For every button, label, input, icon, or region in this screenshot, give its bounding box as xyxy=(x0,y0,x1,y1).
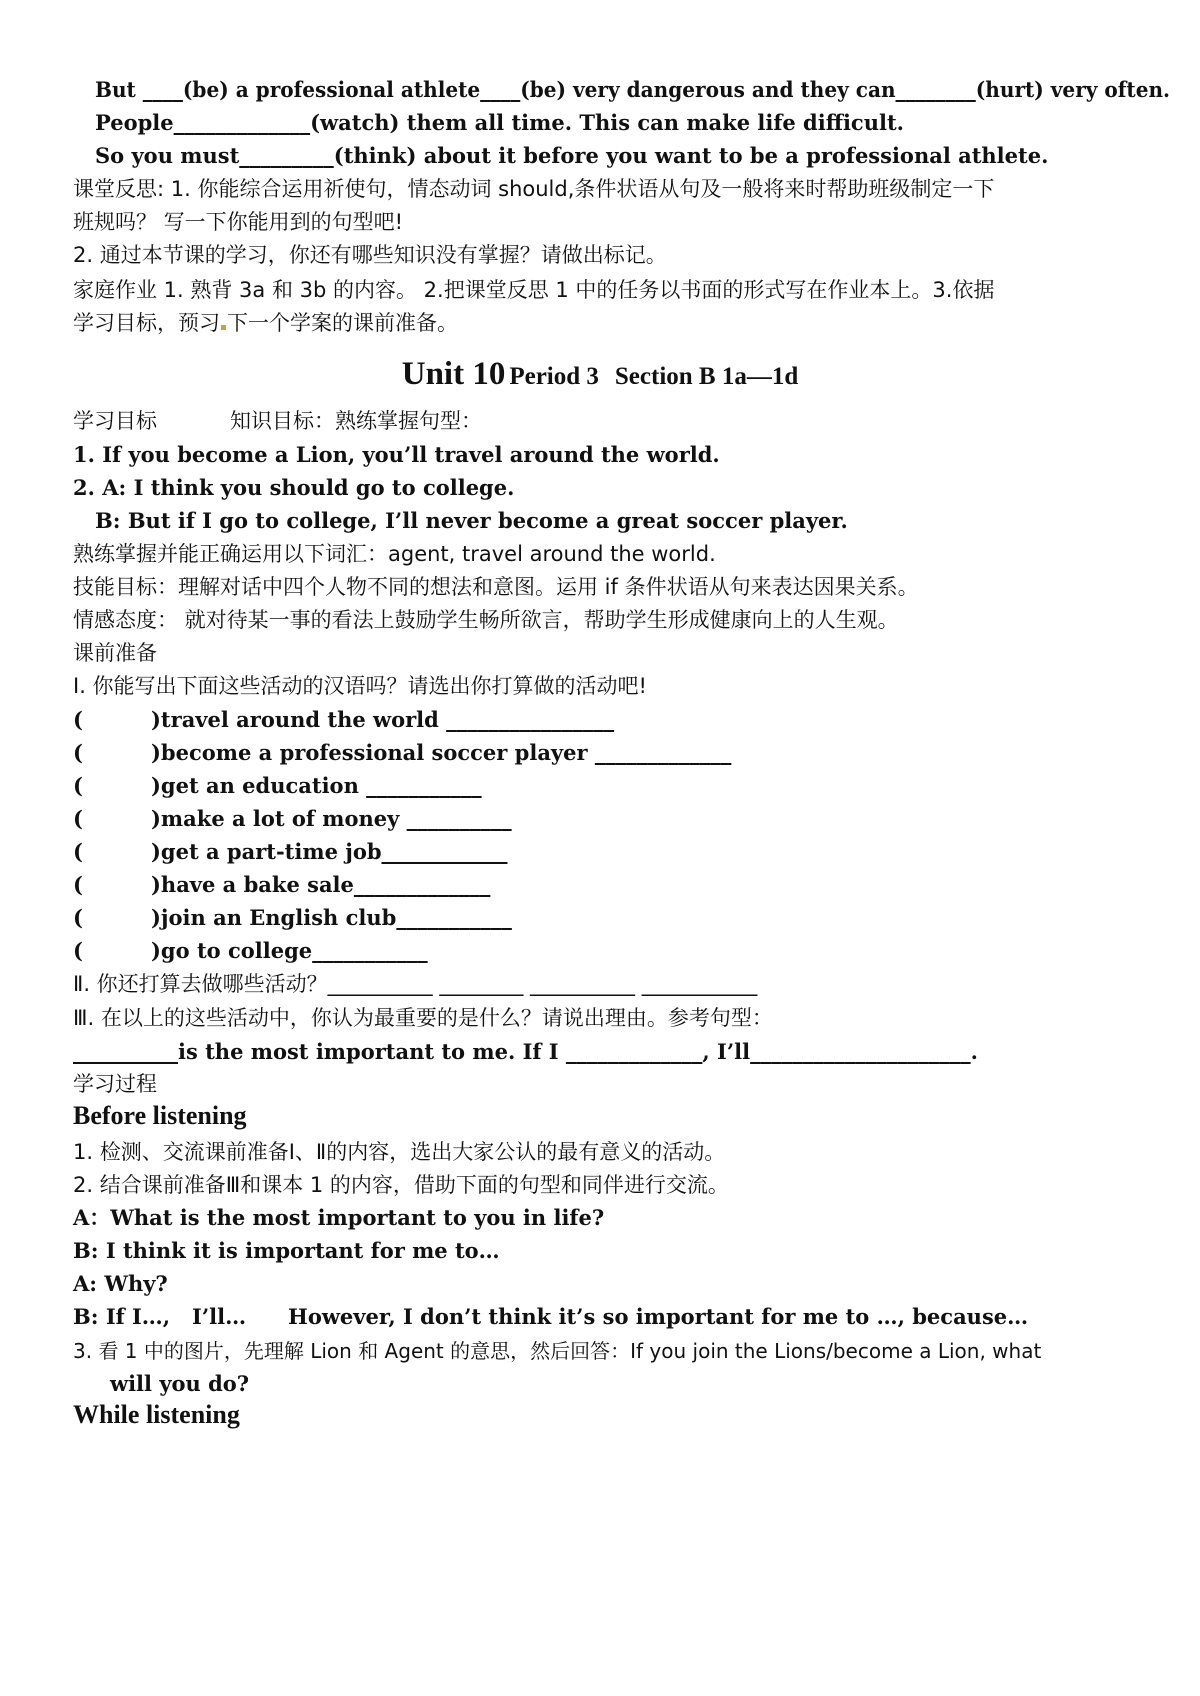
objectives-label: 学习目标 xyxy=(73,409,157,433)
preview-question-3: Ⅲ. 在以上的这些活动中，你认为最重要的是什么？请说出理由。参考句型： xyxy=(73,1006,773,1030)
dialogue-line-2: B: I think it is important for me to… xyxy=(73,1238,500,1263)
preview-question-1: Ⅰ. 你能写出下面这些活动的汉语吗？请选出你打算做的活动吧! xyxy=(73,674,647,698)
open-paren: ( xyxy=(73,872,83,897)
dialogue-line-1: A：What is the most important to you in life? xyxy=(73,1205,605,1230)
process-step-1: 1. 检测、交流课前准备Ⅰ、Ⅱ的内容，选出大家公认的最有意义的活动。 xyxy=(73,1140,726,1164)
open-paren: ( xyxy=(73,938,83,963)
process-label: 学习过程 xyxy=(73,1072,157,1096)
reflection-line-1: 课堂反思: 1. 你能综合运用祈使句，情态动词 should,条件状语从句及一般将来时帮助班级制定一下 xyxy=(73,177,995,201)
preview-question-2: Ⅱ. 你还打算去做哪些活动？__________ ________ __________ ___________ xyxy=(73,972,758,996)
activity-text: )become a professional soccer player _____________ xyxy=(151,740,732,765)
reflection-line-2: 班规吗？ 写一下你能用到的句型吧! xyxy=(73,210,404,234)
activity-text: )have a bake sale_____________ xyxy=(151,872,491,897)
dialogue-line-3: A: Why? xyxy=(73,1271,168,1296)
activity-text: )go to college___________ xyxy=(151,938,428,963)
sentence-pattern: __________is the most important to me. If I _____________, I’ll_____________________. xyxy=(73,1039,978,1064)
vocab-objective: 熟练掌握并能正确运用以下词汇：agent, travel around the world. xyxy=(73,542,716,566)
open-paren: ( xyxy=(73,707,83,732)
dialogue-line-4c: However, I don’t think it’s so important for me to …, because… xyxy=(288,1304,1029,1329)
objective-sentence-1: 1. If you become a Lion, you’ll travel around the world. xyxy=(73,442,720,467)
open-paren: ( xyxy=(73,773,83,798)
homework-line-2a: 学习目标，预习 xyxy=(73,311,220,335)
activity-text: )get a part-time job____________ xyxy=(151,839,508,864)
homework-line-1: 家庭作业 1. 熟背 3a 和 3b 的内容。 2.把课堂反思 1 中的任务以书面的形式写在作业本上。3.依据 xyxy=(73,278,995,302)
highlight-dot xyxy=(221,325,226,330)
activity-text: )make a lot of money __________ xyxy=(151,806,512,831)
skill-objective: 技能目标：理解对话中四个人物不同的想法和意图。运用 if 条件状语从句来表达因果关系。 xyxy=(73,575,919,599)
preview-label: 课前准备 xyxy=(73,641,157,665)
while-listening-heading: While listening xyxy=(73,1400,240,1429)
activity-text: )get an education ___________ xyxy=(151,773,482,798)
passage-line-2: People_____________(watch) them all time. This can make life difficult. xyxy=(95,110,904,135)
period-label: Period 3 xyxy=(509,363,599,390)
activity-text: )travel around the world ________________ xyxy=(151,707,615,732)
passage-line-3: So you must_________(think) about it before you want to be a professional athlete. xyxy=(95,143,1049,168)
activity-text: )join an English club___________ xyxy=(151,905,512,930)
process-step-3-cont: will you do? xyxy=(110,1371,250,1396)
open-paren: ( xyxy=(73,905,83,930)
unit-number: Unit 10 xyxy=(401,356,506,392)
open-paren: ( xyxy=(73,740,83,765)
unit-title xyxy=(0,356,1200,393)
objective-sentence-2: 2. A: I think you should go to college. xyxy=(73,475,515,500)
objective-sentence-3: B: But if I go to college, I’ll never become a great soccer player. xyxy=(95,508,848,533)
knowledge-objective: 知识目标：熟练掌握句型： xyxy=(230,409,482,433)
section-label: Section B 1a—1d xyxy=(614,363,799,390)
attitude-objective: 情感态度： 就对待某一事的看法上鼓励学生畅所欲言，帮助学生形成健康向上的人生观。 xyxy=(73,608,899,632)
homework-line-2b: 下一个学案的课前准备。 xyxy=(227,311,458,335)
process-step-2: 2. 结合课前准备Ⅲ和课本 1 的内容，借助下面的句型和同伴进行交流。 xyxy=(73,1173,729,1197)
dialogue-line-4b: I’ll… xyxy=(192,1304,247,1329)
homework-line-2 xyxy=(73,309,458,337)
dialogue-line-4a: B: If I…, xyxy=(73,1304,171,1329)
open-paren: ( xyxy=(73,839,83,864)
before-listening-heading: Before listening xyxy=(73,1101,247,1130)
reflection-line-3: 2. 通过本节课的学习，你还有哪些知识没有掌握？请做出标记。 xyxy=(73,243,667,267)
passage-line-1: But ____(be) a professional athlete____(be) very dangerous and they can________(hurt) very often. xyxy=(95,77,1171,102)
open-paren: ( xyxy=(73,806,83,831)
process-step-3: 3. 看 1 中的图片，先理解 Lion 和 Agent 的意思，然后回答：If you join the Lions/become a Lion, what xyxy=(73,1339,1042,1363)
